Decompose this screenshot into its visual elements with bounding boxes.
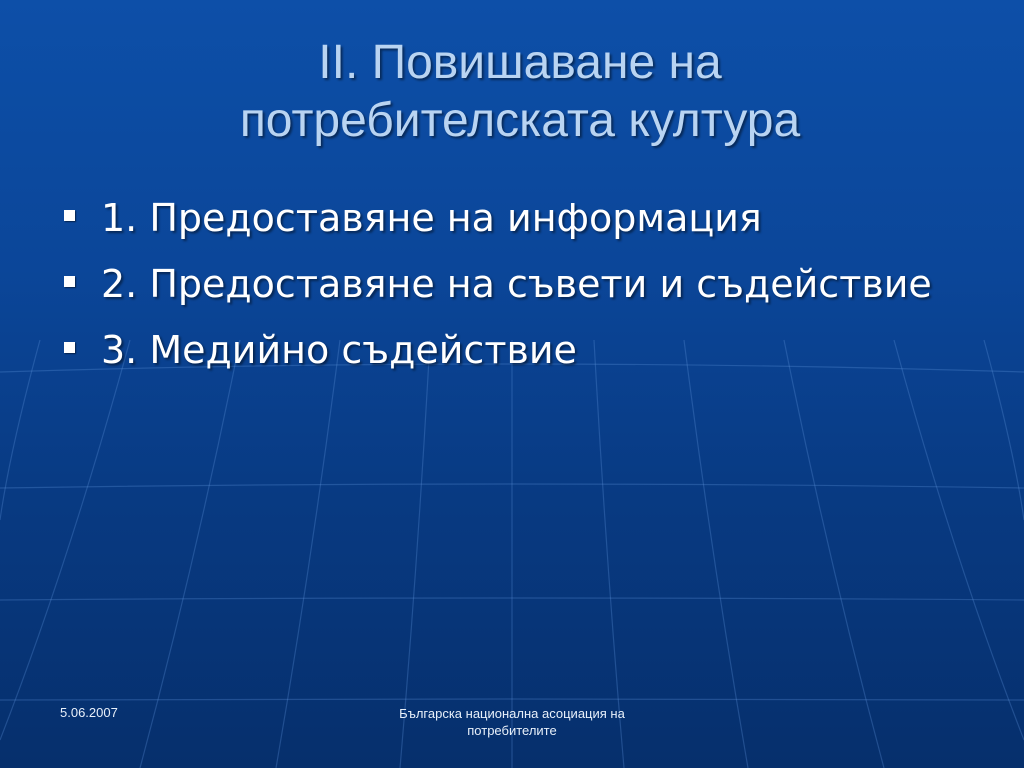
slide-title	[140, 34, 900, 150]
square-bullet-icon	[64, 342, 75, 353]
square-bullet-icon	[64, 210, 75, 221]
title-line-1: II. Повишаване на	[318, 36, 722, 89]
bullet-item	[64, 256, 944, 312]
bullet-text: 3. Медийно съдействие	[101, 328, 577, 372]
square-bullet-icon	[64, 276, 75, 287]
footer-organization: Българска национална асоциация на потребителите	[399, 706, 625, 738]
bullet-list	[64, 190, 944, 388]
bullet-text: 1. Предоставяне на информация	[101, 196, 762, 240]
footer-date: 5.06.2007	[60, 705, 118, 720]
bullet-text: 2. Предоставяне на съвети и съдействие	[101, 262, 932, 306]
title-line-2: потребителската култура	[239, 94, 801, 147]
bullet-item	[64, 322, 944, 378]
bullet-item	[64, 190, 944, 246]
